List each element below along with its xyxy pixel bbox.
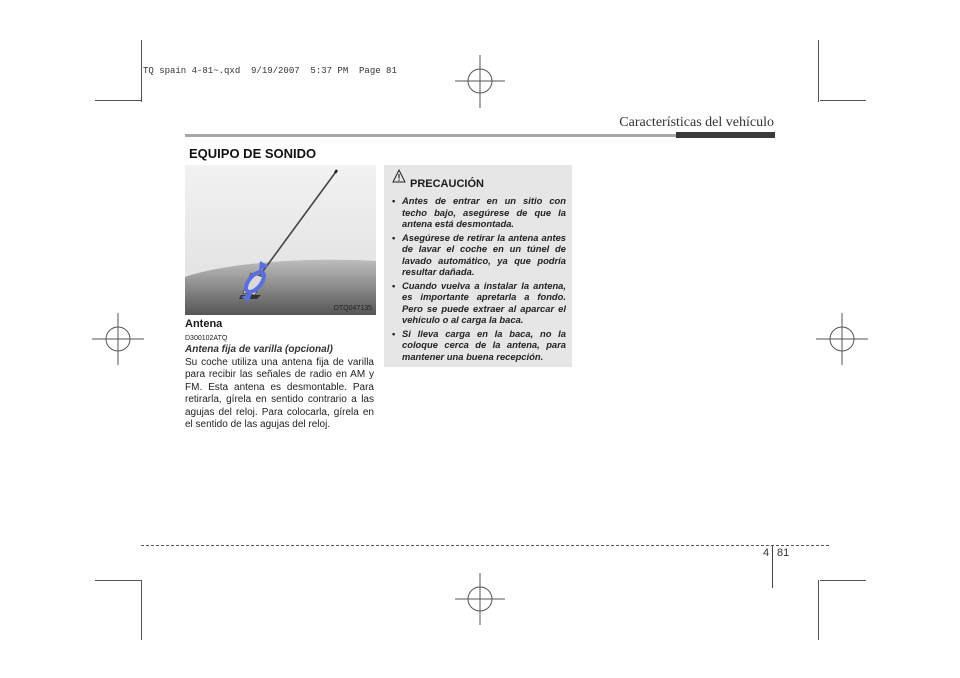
antena-title: Antena bbox=[185, 318, 223, 330]
section-title: Características del vehículo bbox=[619, 115, 774, 130]
warning-triangle-icon bbox=[392, 169, 406, 183]
caution-box bbox=[384, 165, 572, 367]
page-separator bbox=[772, 546, 773, 588]
footer-rule bbox=[141, 545, 829, 546]
page-number: 81 bbox=[777, 547, 790, 559]
reference-code: D300102ATQ bbox=[185, 335, 228, 342]
equipment-title: EQUIPO DE SONIDO bbox=[189, 146, 317, 161]
caution-item: • Cuando vuelva a instalar la antena, es importante apretarla a fondo. Pero se puede extraer al aparcar el vehículo o al carga la baca. bbox=[392, 279, 566, 325]
caution-title: PRECAUCIÓN bbox=[410, 178, 484, 190]
chapter-number: 4 bbox=[763, 547, 770, 559]
caution-item: • Asegúrese de retirar la antena antes de lavar el coche en un túnel de lavado automático, ya que podría resultar dañada. bbox=[392, 231, 566, 277]
antenna-figure bbox=[185, 165, 376, 315]
figure-caption: OTQ047135 bbox=[333, 305, 372, 312]
caution-header bbox=[392, 173, 566, 195]
caution-item: • Antes de entrar en un sitio con techo bajo, asegúrese de que la antena está desmontada. bbox=[392, 195, 566, 229]
antenna-illustration bbox=[185, 165, 376, 315]
caution-item: • Si lleva carga en la baca, no la coloque cerca de la antena, para mantener una buena recepción. bbox=[392, 327, 566, 362]
header-rule-accent bbox=[676, 132, 775, 138]
antena-subtitle: Antena fija de varilla (opcional) bbox=[185, 344, 333, 355]
caution-list bbox=[392, 195, 566, 362]
file-header: TQ spain 4-81~.qxd 9/19/2007 5:37 PM Page 81 bbox=[143, 66, 397, 76]
antena-body: Su coche utiliza una antena fija de varilla para recibir las señales de radio en AM y FM. Esta antena es desmontable. Para retirarla, gírela en sentido contrario a las agujas del reloj. Para colocarla, gírela en el sentido de las agujas del reloj. bbox=[185, 357, 374, 431]
